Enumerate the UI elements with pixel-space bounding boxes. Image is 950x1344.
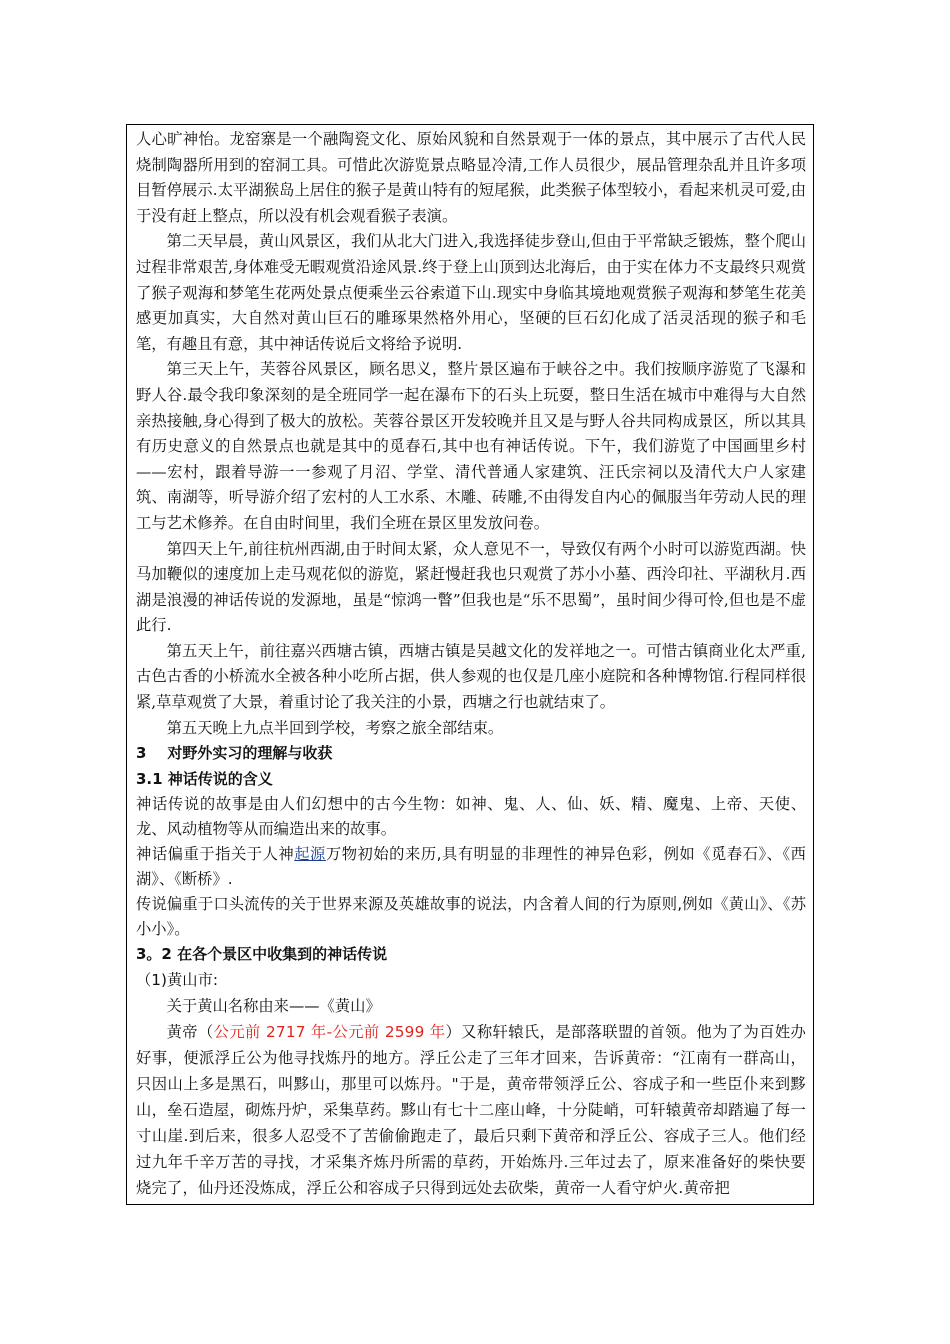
story-huangshan bbox=[136, 1019, 806, 1201]
paragraph-day3: 第三天上午，芙蓉谷风景区，顾名思义，整片景区遍布于峡谷之中。我们按顺序游览了飞瀑和野人谷.最令我印象深刻的是全班同学一起在瀑布下的石头上玩耍，整日生活在城市中难得与大自然亲热接触,身心得到了极大的放松。芙蓉谷景区开发较晚并且又是与野人谷共同构成景区，所以其具有历史意义的自然景点也就是其中的觅春石,其中也有神话传说。下午，我们游览了中国画里乡村——宏村，跟着导游一一参观了月沼、学堂、清代普通人家建筑、汪氏宗祠以及清代大户人家建筑、南湖等，听导游介绍了宏村的人工水系、木雕、砖雕,不由得发自内心的佩服当年劳动人民的理工与艺术修养。在自由时间里，我们全班在景区里发放问卷。 bbox=[136, 360, 806, 532]
section-3-heading: 3 对野外实习的理解与收获 bbox=[136, 744, 333, 763]
paragraph-day5: 第五天上午，前往嘉兴西塘古镇，西塘古镇是吴越文化的发祥地之一。可惜古镇商业化太严重,古色古香的小桥流水全被各种小吃所占据，供人参观的也仅是几座小庭院和各种博物馆.行程同样很紧,草草观赏了大景，着重讨论了我关注的小景，西塘之行也就结束了。 bbox=[136, 641, 806, 712]
definition-myth-text: 神话偏重于指关于人神 bbox=[136, 845, 295, 864]
paragraph-return: 第五天晚上九点半回到学校，考察之旅全部结束。 bbox=[166, 718, 504, 737]
definition-myth bbox=[136, 842, 806, 892]
definition-myth-text-cont: 万物初始的来历,具有明显的非理性的神异色彩，例如《觅春石》、《西湖》、《断桥》. bbox=[136, 845, 806, 889]
definition-legend: 传说偏重于口头流传的关于世界来源及英雄故事的说法，内含着人间的行为原则,例如《黄山》、《苏小小》。 bbox=[136, 895, 806, 939]
paragraph-day1-end: 人心旷神怡。龙窑寨是一个融陶瓷文化、原始风貌和自然景观于一体的景点，其中展示了古代人民烧制陶器所用到的窑洞工具。可惜此次游览景点略显冷清,工作人员很少，展品管理杂乱并且许多项目暂停展示.太平湖猴岛上居住的猴子是黄山特有的短尾猴，此类猴子体型较小，看起来机灵可爱,由于没有赶上整点，所以没有机会观看猴子表演。 bbox=[136, 130, 806, 225]
section-3-2-heading: 3。2 在各个景区中收集到的神话传说 bbox=[136, 945, 388, 964]
document-body bbox=[136, 127, 806, 1201]
story-text-cont: ）又称轩辕氏，是部落联盟的首领。他为了为百姓办好事，便派浮丘公为他寻找炼丹的地方。浮丘公走了三年才回来，告诉黄帝：“江南有一群高山，只因山上多是黑石，叫黟山，那里可以炼丹。"于是，黄帝带领浮丘公、容成子和一些臣仆来到黟山，垒石造屋，砌炼丹炉，采集草药。黟山有七十二座山峰，十分陡峭，可轩辕黄帝却踏遍了每一寸山崖.到后来，很多人忍受不了苦偷偷跑走了，最后只剩下黄帝和浮丘公、容成子三人。他们经过九年千辛万苦的寻找，才采集齐炼丹所需的草药，开始炼丹.三年过去了，原来准备好的柴快要烧完了，仙丹还没炼成，浮丘公和容成子只得到远处去砍柴，黄帝一人看守炉火.黄帝把 bbox=[136, 1023, 807, 1198]
story-title: 关于黄山名称由来——《黄山》 bbox=[166, 996, 381, 1015]
paragraph-day2: 第二天早晨，黄山风景区，我们从北大门进入,我选择徒步登山,但由于平常缺乏锻炼，整个爬山过程非常艰苦,身体难受无暇观赏沿途风景.终于登上山顶到达北海后，由于实在体力不支最终只观赏了猴子观海和梦笔生花两处景点便乘坐云谷索道下山.现实中身临其境地观赏猴子观海和梦笔生花美感更加真实，大自然对黄山巨石的雕琢果然格外用心，坚硬的巨石幻化成了活灵活现的猴子和毛笔，有趣且有意，其中神话传说后文将给予说明. bbox=[136, 232, 806, 353]
definition-myth-legend: 神话传说的故事是由人们幻想中的古今生物：如神、鬼、人、仙、妖、精、魔鬼、上帝、天使、龙、风动植物等从而编造出来的故事。 bbox=[136, 795, 806, 839]
story-text: 黄帝（ bbox=[166, 1023, 214, 1042]
paragraph-day4: 第四天上午,前往杭州西湖,由于时间太紧，众人意见不一，导致仅有两个小时可以游览西湖。快马加鞭似的速度加上走马观花似的游览，紧赶慢赶我也只观赏了苏小小墓、西泠印社、平湖秋月.西湖是浪漫的神话传说的发源地，虽是“惊鸿一瞥”但我也是“乐不思蜀”，虽时间少得可怜,但也是不虚此行. bbox=[136, 539, 806, 635]
section-3-1-heading: 3.1 神话传说的含义 bbox=[136, 769, 273, 788]
origin-link[interactable]: 起源 bbox=[294, 845, 326, 864]
story-date-range: 公元前 2717 年-公元前 2599 年 bbox=[213, 1023, 446, 1042]
list-item-huangshan: （1)黄山市: bbox=[136, 971, 219, 990]
